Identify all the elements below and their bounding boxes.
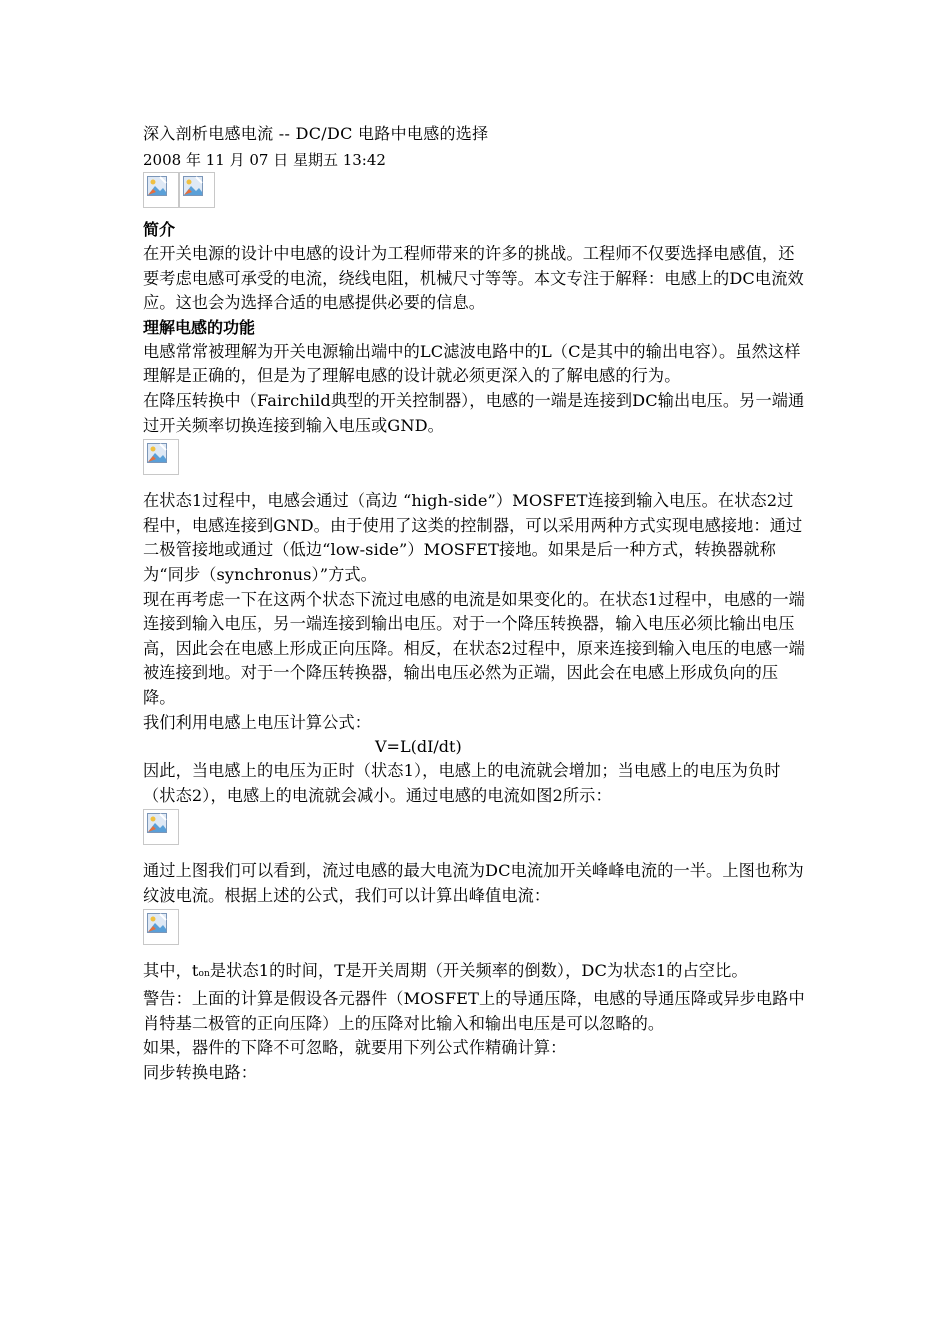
paragraph-where-post: 是状态1的时间，T是开关周期（开关频率的倒数），DC为状态1的占空比。 xyxy=(209,961,748,981)
broken-image-icon xyxy=(143,909,179,945)
paragraph-where-pre: 其中，t xyxy=(143,961,199,981)
paragraph-state: 在状态1过程中，电感会通过（高边 “high-side”）MOSFET连接到输入电压。在状态2过程中，电感连接到GND。由于使用了这类的控制器，可以采用两种方式实现电感接地：通过二极管接地或通过（低边“low-side”）MOSFET接地。如果是后一种方式，转换器就称为“同步（synchronus）”方式。 xyxy=(143,491,803,584)
paragraph-formula-intro: 我们利用电感上电压计算公式： xyxy=(143,712,372,732)
paragraph-function-2: 在降压转换中（Fairchild典型的开关控制器），电感的一端是连接到DC输出电压。另一端通过开关频率切换连接到输入电压或GND。 xyxy=(143,390,805,435)
image-row xyxy=(143,809,808,845)
article-date: 2008 年 11 月 07 日 星期五 13:42 xyxy=(143,151,386,169)
paragraph-therefore: 因此，当电感上的电压为正时（状态1），电感上的电流就会增加；当电感上的电压为负时（状态2），电感上的电流就会减小。通过电感的电流如图2所示： xyxy=(143,761,781,805)
broken-image-icon xyxy=(143,172,179,208)
paragraph-intro: 在开关电源的设计中电感的设计为工程师带来的许多的挑战。工程师不仅要选择电感值，还要考虑电感可承受的电流，绕线电阻，机械尺寸等等。本文专注于解释：电感上的DC电流效应。这也会为选择合适的电感提供必要的信息。 xyxy=(143,244,804,313)
broken-image-icon xyxy=(143,809,179,845)
image-row xyxy=(143,909,808,945)
paragraph-function-1: 电感常常被理解为开关电源输出端中的LC滤波电路中的L（C是其中的输出电容）。虽然这样理解是正确的，但是为了理解电感的设计就必须更深入的了解电感的行为。 xyxy=(143,341,801,386)
paragraph-where xyxy=(143,959,808,987)
heading-intro: 简介 xyxy=(143,220,176,239)
heading-function: 理解电感的功能 xyxy=(143,317,256,337)
broken-image-icon xyxy=(179,172,215,208)
formula: V=L(dI/dt) xyxy=(375,737,462,757)
document-content xyxy=(143,122,808,1085)
subscript-on: on xyxy=(198,969,210,980)
article-title: 深入剖析电感电流 -- DC/DC 电路中电感的选择 xyxy=(143,124,489,143)
image-row xyxy=(143,439,808,475)
broken-image-icon xyxy=(143,439,179,475)
paragraph-warning: 警告：上面的计算是假设各元器件（MOSFET上的导通压降，电感的导通压降或异步电路中肖特基二极管的正向压降）上的压降对比输入和输出电压是可以忽略的。 xyxy=(143,989,805,1033)
paragraph-figure: 通过上图我们可以看到，流过电感的最大电流为DC电流加开关峰峰电流的一半。上图也称为纹波电流。根据上述的公式，我们可以计算出峰值电流： xyxy=(143,861,804,905)
paragraph-sync: 同步转换电路： xyxy=(143,1062,258,1082)
paragraph-if: 如果，器件的下降不可忽略，就要用下列公式作精确计算： xyxy=(143,1038,567,1058)
image-row xyxy=(143,172,808,208)
paragraph-current: 现在再考虑一下在这两个状态下流过电感的电流是如果变化的。在状态1过程中，电感的一端连接到输入电压，另一端连接到输出电压。对于一个降压转换器，输入电压必须比输出电压高，因此会在电感上形成正向压降。相反，在状态2过程中，原来连接到输入电压的电感一端被连接到地。对于一个降压转换器，输出电压必然为正端，因此会在电感上形成负向的压降。 xyxy=(143,589,805,707)
